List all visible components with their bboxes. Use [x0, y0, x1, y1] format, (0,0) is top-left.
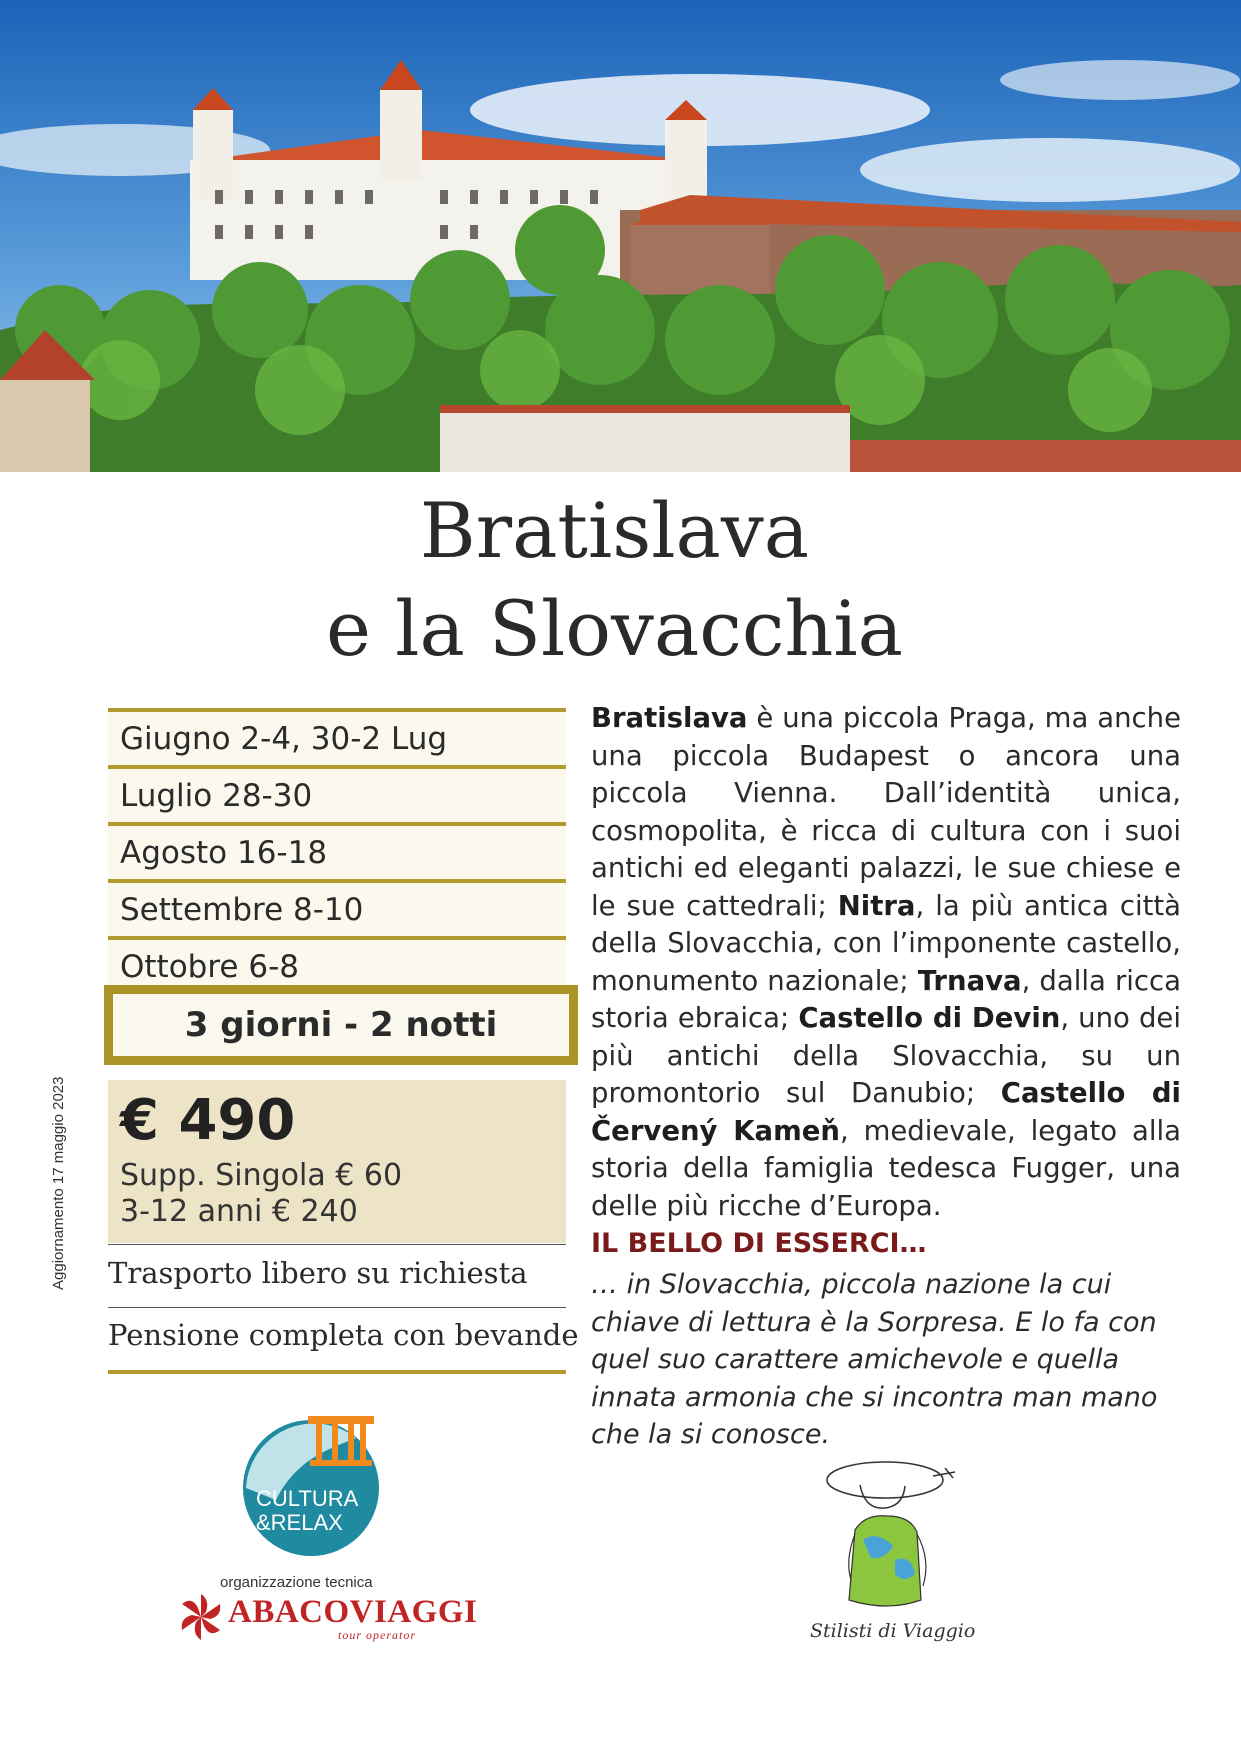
trip-description — [591, 700, 1181, 1225]
date-row: Luglio 28-30 — [108, 765, 566, 822]
desc-text: , medievale, legato alla storia della famiglia tedesca Fugger, una delle più ricche d’Europa. — [591, 1114, 1181, 1222]
duration-box: 3 giorni - 2 notti — [104, 985, 578, 1065]
abaco-name: ABACOVIAGGI — [228, 1594, 478, 1630]
org-label: organizzazione tecnica — [220, 1574, 373, 1591]
cultura-relax-logo — [236, 1410, 396, 1560]
price-main: € 490 — [120, 1088, 296, 1153]
place-trnava: Trnava — [917, 964, 1022, 997]
page-title-line2: e la Slovacchia — [326, 584, 903, 673]
place-cerveny-kamen: Castello di Červený Kameň — [591, 1077, 1181, 1147]
price-box — [108, 1080, 566, 1243]
page-title-line1: Bratislava — [419, 486, 810, 575]
hero-photo-bratislava-castle — [0, 0, 1241, 472]
date-row: Ottobre 6-8 — [108, 936, 566, 993]
service-board: Pensione completa con bevande — [108, 1318, 579, 1352]
divider — [108, 1244, 566, 1245]
stilisti-name: Stilisti di Viaggio — [810, 1620, 976, 1642]
abaco-tagline: tour operator — [338, 1628, 417, 1642]
children-price: 3-12 anni € 240 — [120, 1194, 358, 1229]
single-supplement: Supp. Singola € 60 — [120, 1158, 403, 1193]
place-bratislava: Bratislava — [591, 702, 748, 734]
place-devin: Castello di Devin — [798, 1002, 1061, 1034]
update-note: Aggiornamento 17 maggio 2023 — [50, 1076, 67, 1290]
desc-text: , la più antica città della Slovacchia, con l’imponente castello, monumento nazionale; — [591, 889, 1182, 997]
divider — [108, 1370, 566, 1374]
desc-text: , dalla ricca storia ebraica; — [591, 964, 1181, 1034]
date-row: Agosto 16-18 — [108, 822, 566, 879]
bello-heading: IL BELLO DI ESSERCI… — [591, 1228, 927, 1259]
service-transport: Trasporto libero su richiesta — [108, 1256, 528, 1290]
departure-dates-list — [108, 708, 566, 993]
abaco-viaggi-logo — [176, 1592, 478, 1642]
date-row: Giugno 2-4, 30-2 Lug — [108, 708, 566, 765]
divider — [108, 1307, 566, 1308]
place-nitra: Nitra — [837, 889, 916, 922]
relax-text: &RELAX — [256, 1510, 343, 1535]
bello-text: … in Slovacchia, piccola nazione la cui chiave di lettura è la Sorpresa. E lo fa con quel suo carattere amichevole e quella innata armonia che si incontra man mano che la si conosce. — [591, 1269, 1158, 1450]
cultura-text: CULTURA — [256, 1486, 359, 1511]
desc-text: è una piccola Praga, ma anche una piccola Budapest o ancora una piccola Vienna. Dall’identità unica, cosmopolita, è ricca di cultura con i suoi antichi ed eleganti palazzi, le sue chiese e le sue cattedrali; — [591, 702, 1181, 922]
date-row: Settembre 8-10 — [108, 879, 566, 936]
desc-text: , uno dei più antichi della Slovacchia, su un promontorio sul Danubio; — [591, 1002, 1181, 1109]
